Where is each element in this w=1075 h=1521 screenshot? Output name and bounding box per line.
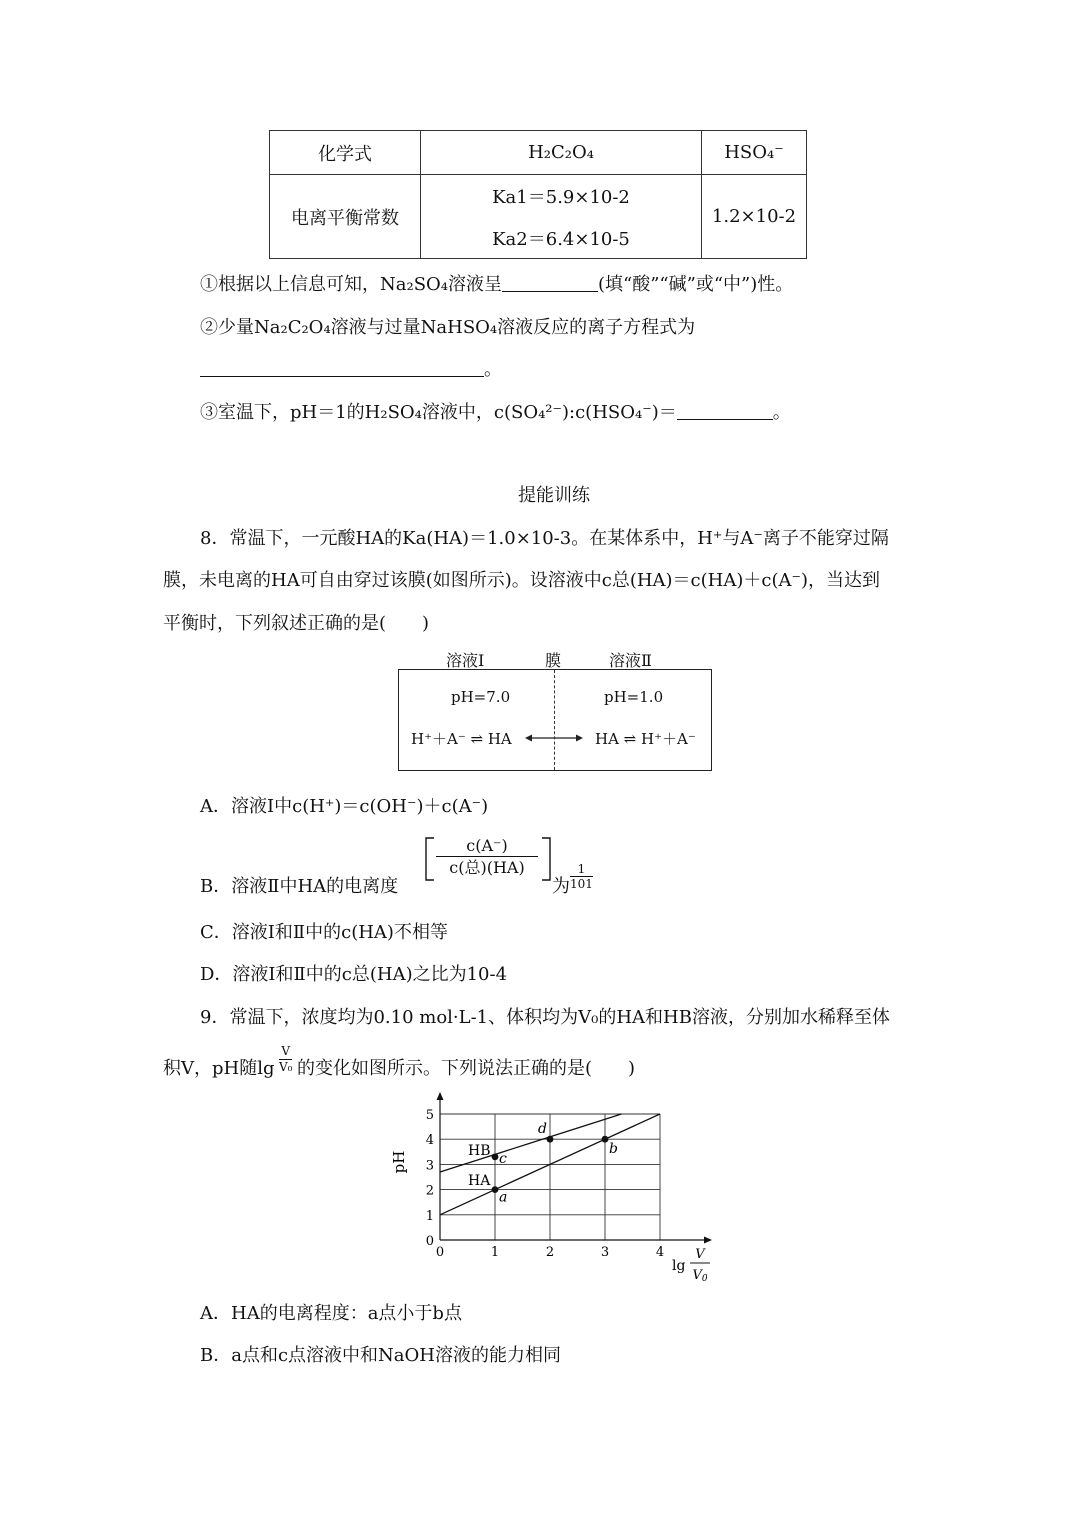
h2c2o4-constants xyxy=(421,175,702,259)
q8-line1: 8．常温下，一元酸HA的Ka(HA)＝1.0×10-3。在某体系中，H⁺与A⁻离子不能穿过隔 xyxy=(200,528,889,549)
x-tick-label: 3 xyxy=(600,1245,610,1260)
lg-fraction xyxy=(279,1044,292,1075)
x-tick-label: 2 xyxy=(545,1245,555,1260)
diagram-label-mid: 膜 xyxy=(545,651,562,670)
svg-text:V0: V0 xyxy=(692,1268,708,1284)
row-label: 电离平衡常数 xyxy=(270,175,421,259)
svg-text:lg: lg xyxy=(672,1258,686,1274)
q7-item1-tail: (填“酸”“碱”或“中”)性。 xyxy=(598,274,794,295)
q8-option-c: C．溶液Ⅰ和Ⅱ中的c(HA)不相等 xyxy=(200,922,448,943)
diagram-ph-right: pH=1.0 xyxy=(604,688,664,706)
point-a xyxy=(492,1186,499,1193)
q7-item2: ②少量Na₂C₂O₄溶液与过量NaHSO₄溶液反应的离子方程式为 xyxy=(200,317,696,338)
hso4-constant: 1.2×10-2 xyxy=(702,175,807,259)
series-label-ha: HA xyxy=(468,1173,491,1190)
point-label-c: c xyxy=(499,1150,507,1167)
q9-line2-post: 的变化如图所示。下列说法正确的是( ) xyxy=(297,1058,636,1079)
diagram-label-left: 溶液Ⅰ xyxy=(446,651,485,670)
q8-option-b-wei: 为 xyxy=(552,876,570,897)
x-tick-label: 0 xyxy=(435,1245,445,1260)
y-axis-arrow-icon xyxy=(437,1092,444,1100)
q8-option-b-text: B．溶液Ⅱ中HA的电离度 xyxy=(200,876,399,897)
y-tick-label: 5 xyxy=(425,1108,434,1123)
y-tick-label: 0 xyxy=(425,1234,434,1249)
series-label-hb: HB xyxy=(468,1142,491,1159)
section-title: 提能训练 xyxy=(518,485,590,506)
q9-line1: 9．常温下，浓度均为0.10 mol·L-1、体积均为V₀的HA和HB溶液，分别加水稀释至体 xyxy=(200,1007,890,1028)
diagram-eq-left: H⁺＋A⁻ ⇌ HA xyxy=(411,730,512,748)
y-tick-label: 2 xyxy=(425,1183,434,1199)
y-axis-label: pH xyxy=(390,1150,408,1174)
fraction-numerator: c(A⁻) xyxy=(436,836,538,857)
q8-line3: 平衡时，下列叙述正确的是( ) xyxy=(163,613,430,634)
q9-line2-pre: 积V，pH随lg xyxy=(163,1058,275,1079)
lg-fraction-num: V xyxy=(279,1044,292,1060)
x-tick-label: 4 xyxy=(655,1245,665,1260)
double-arrow-icon xyxy=(525,732,583,744)
q8-line2: 膜，未电离的HA可自由穿过该膜(如图所示)。设溶液中c总(HA)＝c(HA)＋c(A⁻)，当达到 xyxy=(163,570,881,591)
header-hso4: HSO₄⁻ xyxy=(702,131,807,175)
diagram-eq-right: HA ⇌ H⁺＋A⁻ xyxy=(595,730,696,748)
q8-option-d: D．溶液Ⅰ和Ⅱ中的c总(HA)之比为10-4 xyxy=(200,964,508,985)
answer-blank-1[interactable] xyxy=(502,273,598,292)
point-label-a: a xyxy=(499,1189,508,1206)
membrane-diagram-box xyxy=(398,669,712,771)
point-d xyxy=(547,1136,554,1143)
q8-option-a: A．溶液Ⅰ中c(H⁺)＝c(OH⁻)＋c(A⁻) xyxy=(200,796,489,817)
small-fraction xyxy=(570,862,593,891)
small-fraction-den: 101 xyxy=(570,877,593,891)
q7-item3-text: ③室温下，pH＝1的H₂SO₄溶液中，c(SO₄²⁻):c(HSO₄⁻)＝ xyxy=(200,402,677,423)
q7-item3 xyxy=(200,398,791,424)
q7-item1 xyxy=(200,270,793,296)
q7-item1-text: ①根据以上信息可知，Na₂SO₄溶液呈 xyxy=(200,274,502,295)
point-label-b: b xyxy=(609,1141,618,1158)
chart-points xyxy=(492,1121,618,1205)
q9-option-b: B．a点和c点溶液中和NaOH溶液的能力相同 xyxy=(200,1345,561,1366)
y-tick-label: 4 xyxy=(425,1133,434,1149)
point-c xyxy=(492,1153,499,1160)
q9-option-a: A．HA的电离程度：a点小于b点 xyxy=(200,1303,462,1324)
ph-dilution-chart xyxy=(390,1090,720,1290)
diagram-ph-left: pH=7.0 xyxy=(451,688,511,706)
fraction-denominator: c(总)(HA) xyxy=(449,858,525,877)
ionization-constant-table xyxy=(269,130,807,259)
ka2-value: Ka2＝6.4×10-5 xyxy=(492,228,630,250)
answer-blank-3[interactable] xyxy=(677,401,773,420)
x-axis-label xyxy=(672,1247,710,1284)
q7-item2-answer xyxy=(200,355,502,381)
x-axis-arrow-icon xyxy=(704,1237,712,1244)
header-h2c2o4: H₂C₂O₄ xyxy=(421,131,702,175)
ionization-degree-fraction xyxy=(436,836,538,879)
diagram-label-right: 溶液Ⅱ xyxy=(609,651,652,670)
x-tick-label: 1 xyxy=(490,1245,500,1260)
small-fraction-num: 1 xyxy=(570,862,593,877)
answer-blank-2[interactable] xyxy=(200,358,484,377)
lg-fraction-den: V₀ xyxy=(279,1060,293,1074)
y-tick-label: 3 xyxy=(425,1158,434,1174)
y-tick-label: 1 xyxy=(425,1208,434,1224)
q7-item2-end: 。 xyxy=(484,359,502,380)
point-label-d: d xyxy=(538,1121,547,1138)
header-formula: 化学式 xyxy=(270,131,421,175)
svg-text:V: V xyxy=(695,1247,705,1262)
membrane-line xyxy=(554,670,555,770)
point-b xyxy=(602,1136,609,1143)
chart-axes xyxy=(440,1096,708,1240)
ka1-value: Ka1＝5.9×10-2 xyxy=(492,186,630,208)
q7-item3-end: 。 xyxy=(772,402,791,423)
